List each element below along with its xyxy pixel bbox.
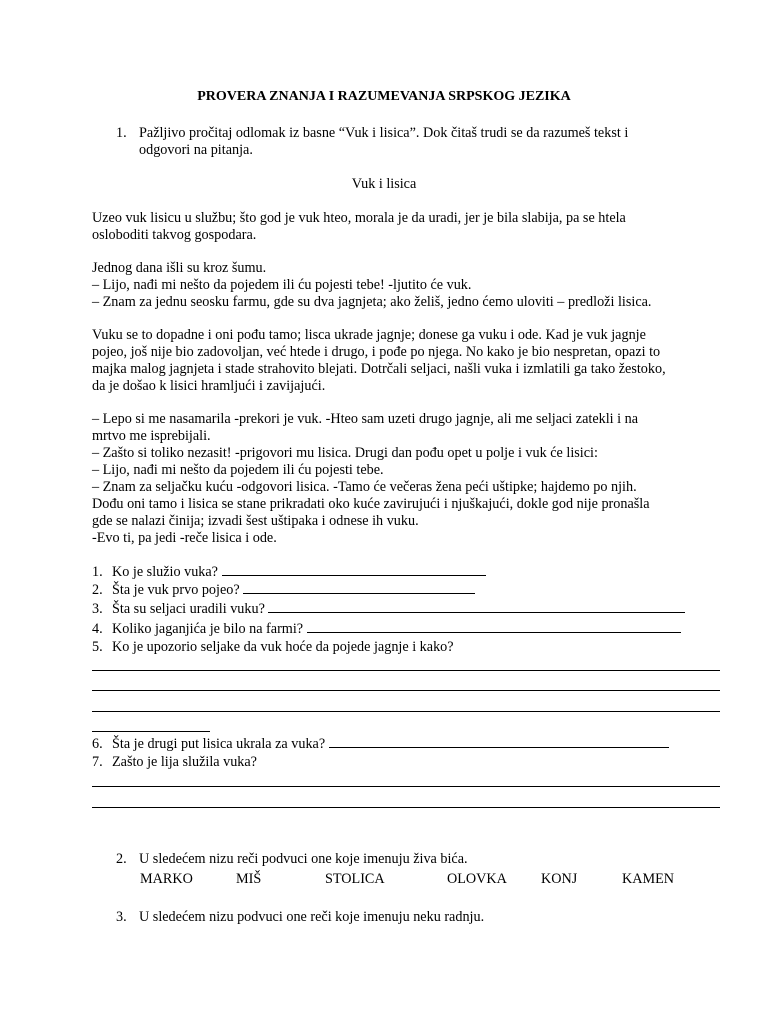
word-item[interactable]: STOLICA [325, 871, 385, 887]
story-line: osloboditi takvog gospodara. [92, 227, 257, 243]
question-5 [92, 639, 454, 656]
question-number: 1. [92, 564, 103, 580]
answer-line[interactable] [92, 670, 720, 671]
word-item[interactable]: MARKO [140, 871, 193, 887]
question-text: Koliko jaganjića je bilo na farmi? [112, 621, 307, 637]
story-heading: Vuk i lisica [351, 176, 417, 192]
instruction-line: odgovori na pitanja. [139, 142, 253, 158]
answer-line[interactable] [243, 581, 475, 594]
question-number: 2. [92, 582, 103, 598]
answer-line[interactable] [92, 807, 720, 808]
instruction-line: Pažljivo pročitaj odlomak iz basne “Vuk i lisica”. Dok čitaš trudi se da razumeš tekst i [139, 125, 629, 141]
question-number: 6. [92, 736, 103, 752]
question-7 [92, 754, 257, 771]
question-6 [92, 735, 669, 753]
story-line: mrtvo me isprebijali. [92, 428, 211, 444]
task-2-instruction: U sledećem nizu reči podvuci one koje imenuju živa bića. [139, 851, 468, 867]
question-1 [92, 563, 486, 581]
story-line: gde se nalazi činija; izvadi šest uštipaka i odnese ih vuku. [92, 513, 419, 529]
question-number: 3. [92, 601, 103, 617]
story-line: – Znam za seljačku kuću -odgovori lisica. -Tamo će večeras žena peći uštipke; hajdemo po njih. [92, 479, 637, 495]
question-number: 4. [92, 621, 103, 637]
task-3-instruction: U sledećem nizu podvuci one reči koje imenuju neku radnju. [139, 909, 485, 925]
answer-line[interactable] [222, 563, 486, 576]
story-line: – Zašto si toliko nezasit! -prigovori mu lisica. Drugi dan pođu opet u polje i vuk će lisici: [92, 445, 598, 461]
answer-line[interactable] [92, 690, 720, 691]
answer-line[interactable] [92, 711, 720, 712]
question-2 [92, 581, 475, 599]
story-line: – Lijo, nađi mi nešto da pojedem ili ću pojesti tebe. [92, 462, 384, 478]
task-3-number: 3. [116, 909, 127, 925]
question-text: Šta je drugi put lisica ukrala za vuka? [112, 736, 329, 752]
answer-line[interactable] [329, 735, 669, 748]
story-line: -Evo ti, pa jedi -reče lisica i ode. [92, 530, 277, 546]
question-text: Ko je upozorio seljake da vuk hoće da pojede jagnje i kako? [112, 639, 454, 655]
word-item[interactable]: OLOVKA [447, 871, 507, 887]
story-paragraph-4 [92, 411, 722, 547]
story-paragraph-3 [92, 327, 722, 395]
story-line: – Lepo si me nasamarila -prekori je vuk. -Hteo sam uzeti drugo jagnje, ali me seljaci zatekli i na [92, 411, 639, 427]
answer-line[interactable] [307, 620, 681, 633]
answer-line[interactable] [268, 600, 685, 613]
question-text: Zašto je lija služila vuka? [112, 754, 257, 770]
question-3 [92, 600, 685, 618]
story-paragraph-2 [92, 260, 722, 311]
question-number: 7. [92, 754, 103, 770]
story-line: majka malog jagnjeta i stade strahovito blejati. Dotrčali seljaci, našli vuka i izmlatili ga tako žestoko, [92, 361, 666, 377]
word-row [0, 871, 768, 888]
story-line: Vuku se to dopadne i oni pođu tamo; lisca ukrade jagnje; donese ga vuku i ode. Kad je vuk jagnje [92, 327, 646, 343]
answer-line[interactable] [92, 786, 720, 787]
story-line: Jednog dana išli su kroz šumu. [92, 260, 267, 276]
story-line: da je došao k lisici hramljući i zavijajući. [92, 378, 326, 394]
question-number: 5. [92, 639, 103, 655]
page-title: PROVERA ZNANJA I RAZUMEVANJA SRPSKOG JEZIKA [197, 89, 571, 104]
task-1-number: 1. [116, 125, 127, 141]
word-item[interactable]: KONJ [541, 871, 578, 887]
story-paragraph-1 [92, 210, 722, 244]
story-line: Uzeo vuk lisicu u službu; što god je vuk hteo, morala je da uradi, jer je bila slabija, pa se htela [92, 210, 626, 226]
word-item[interactable]: KAMEN [622, 871, 675, 887]
question-text: Ko je služio vuka? [112, 564, 222, 580]
task-2-number: 2. [116, 851, 127, 867]
story-line: pojeo, još nije bio zadovoljan, već htede i drugo, i pođe po njega. No kako je bio nespretan, opazi to [92, 344, 661, 360]
story-line: – Lijo, nađi mi nešto da pojedem ili ću pojesti tebe! -ljutito će vuk. [92, 277, 472, 293]
task-1-instruction [139, 125, 699, 159]
story-line: – Znam za jednu seosku farmu, gde su dva jagnjeta; ako želiš, jedno ćemo uloviti – predloži lisica. [92, 294, 652, 310]
question-4 [92, 620, 681, 638]
question-text: Šta je vuk prvo pojeo? [112, 582, 244, 598]
word-item[interactable]: MIŠ [236, 871, 262, 887]
answer-line[interactable] [92, 731, 210, 732]
story-line: Dođu oni tamo i lisica se stane prikradati oko kuće zavirujući i njuškajući, dokle god nije pronašla [92, 496, 650, 512]
question-text: Šta su seljaci uradili vuku? [112, 601, 269, 617]
